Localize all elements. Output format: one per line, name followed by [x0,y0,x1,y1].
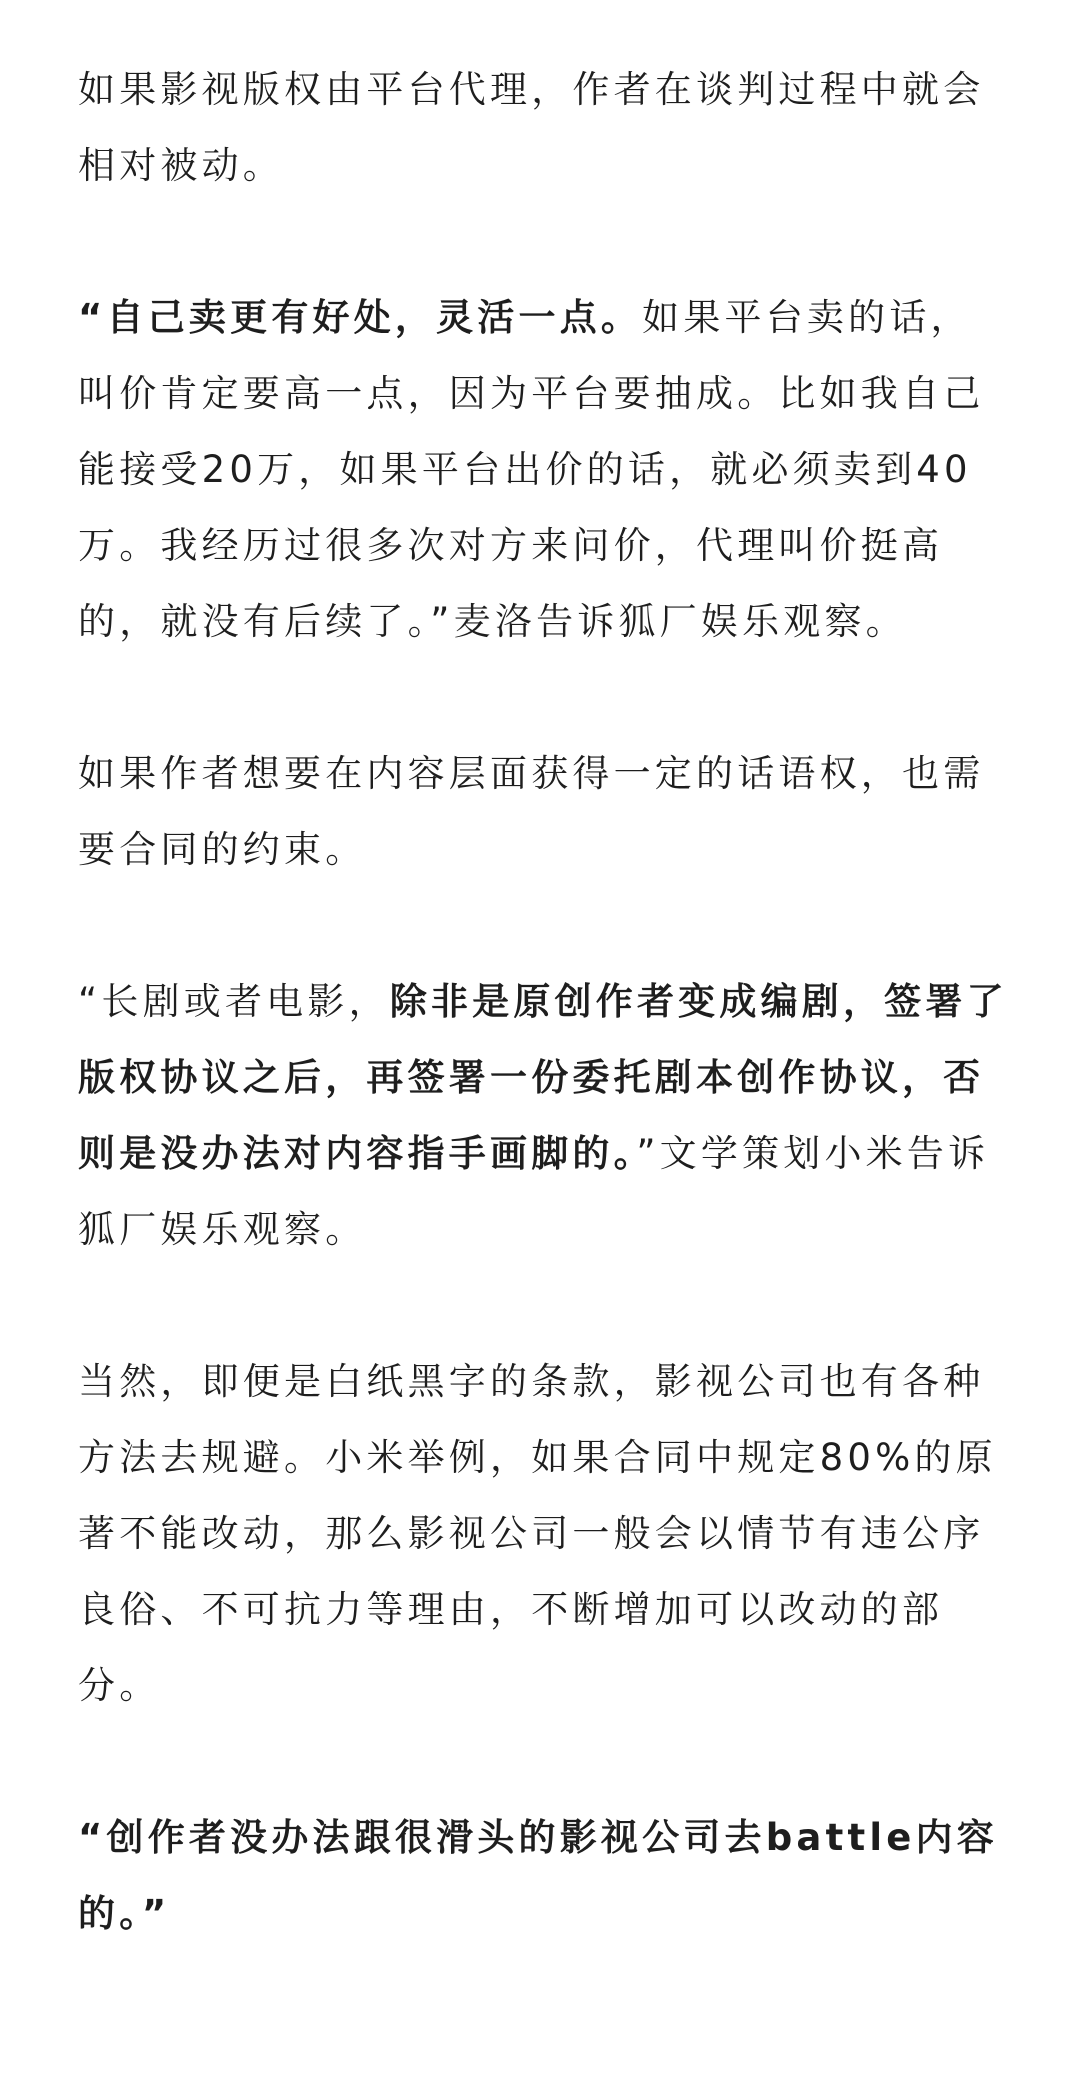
paragraph-text: 如果影视版权由平台代理，作者在谈判过程中就会相对被动。 [78,68,985,187]
paragraph-text: 如果平台卖的话，叫价肯定要高一点，因为平台要抽成。比如我自己能接受20万，如果平台出价的话，就必须卖到40万。我经历过很多次对方来问价，代理叫价挺高的，就没有后续了。”麦洛告诉狐厂娱乐观察。 [78,296,985,643]
paragraph-quote-bold: “创作者没办法跟很滑头的影视公司去battle内容的。” [78,1816,998,1935]
paragraph-4 [78,964,1008,1268]
paragraph-quote-bold: “自己卖更有好处，灵活一点。 [78,296,643,339]
paragraph-6 [78,1800,1008,1952]
paragraph-text: 当然，即便是白纸黑字的条款，影视公司也有各种方法去规避。小米举例，如果合同中规定80%的原著不能改动，那么影视公司一般会以情节有违公序良俗、不可抗力等理由，不断增加可以改动的部分。 [78,1360,997,1707]
paragraph-1 [78,52,1008,204]
paragraph-2 [78,280,1008,660]
paragraph-text: 如果作者想要在内容层面获得一定的话语权，也需要合同的约束。 [78,752,985,871]
article-body [78,52,1008,1952]
paragraph-5 [78,1344,1008,1724]
paragraph-quote-bold: 除非是原创作者变成编剧，签署了版权协议之后，再签署一份委托剧本创作协议，否则是没办法对内容指手画脚的。 [78,980,1008,1175]
paragraph-attribution: ”文学策划小米告诉狐厂娱乐观察。 [78,1132,990,1251]
paragraph-3 [78,736,1008,888]
paragraph-quote-open: “长剧或者电影， [78,980,390,1023]
